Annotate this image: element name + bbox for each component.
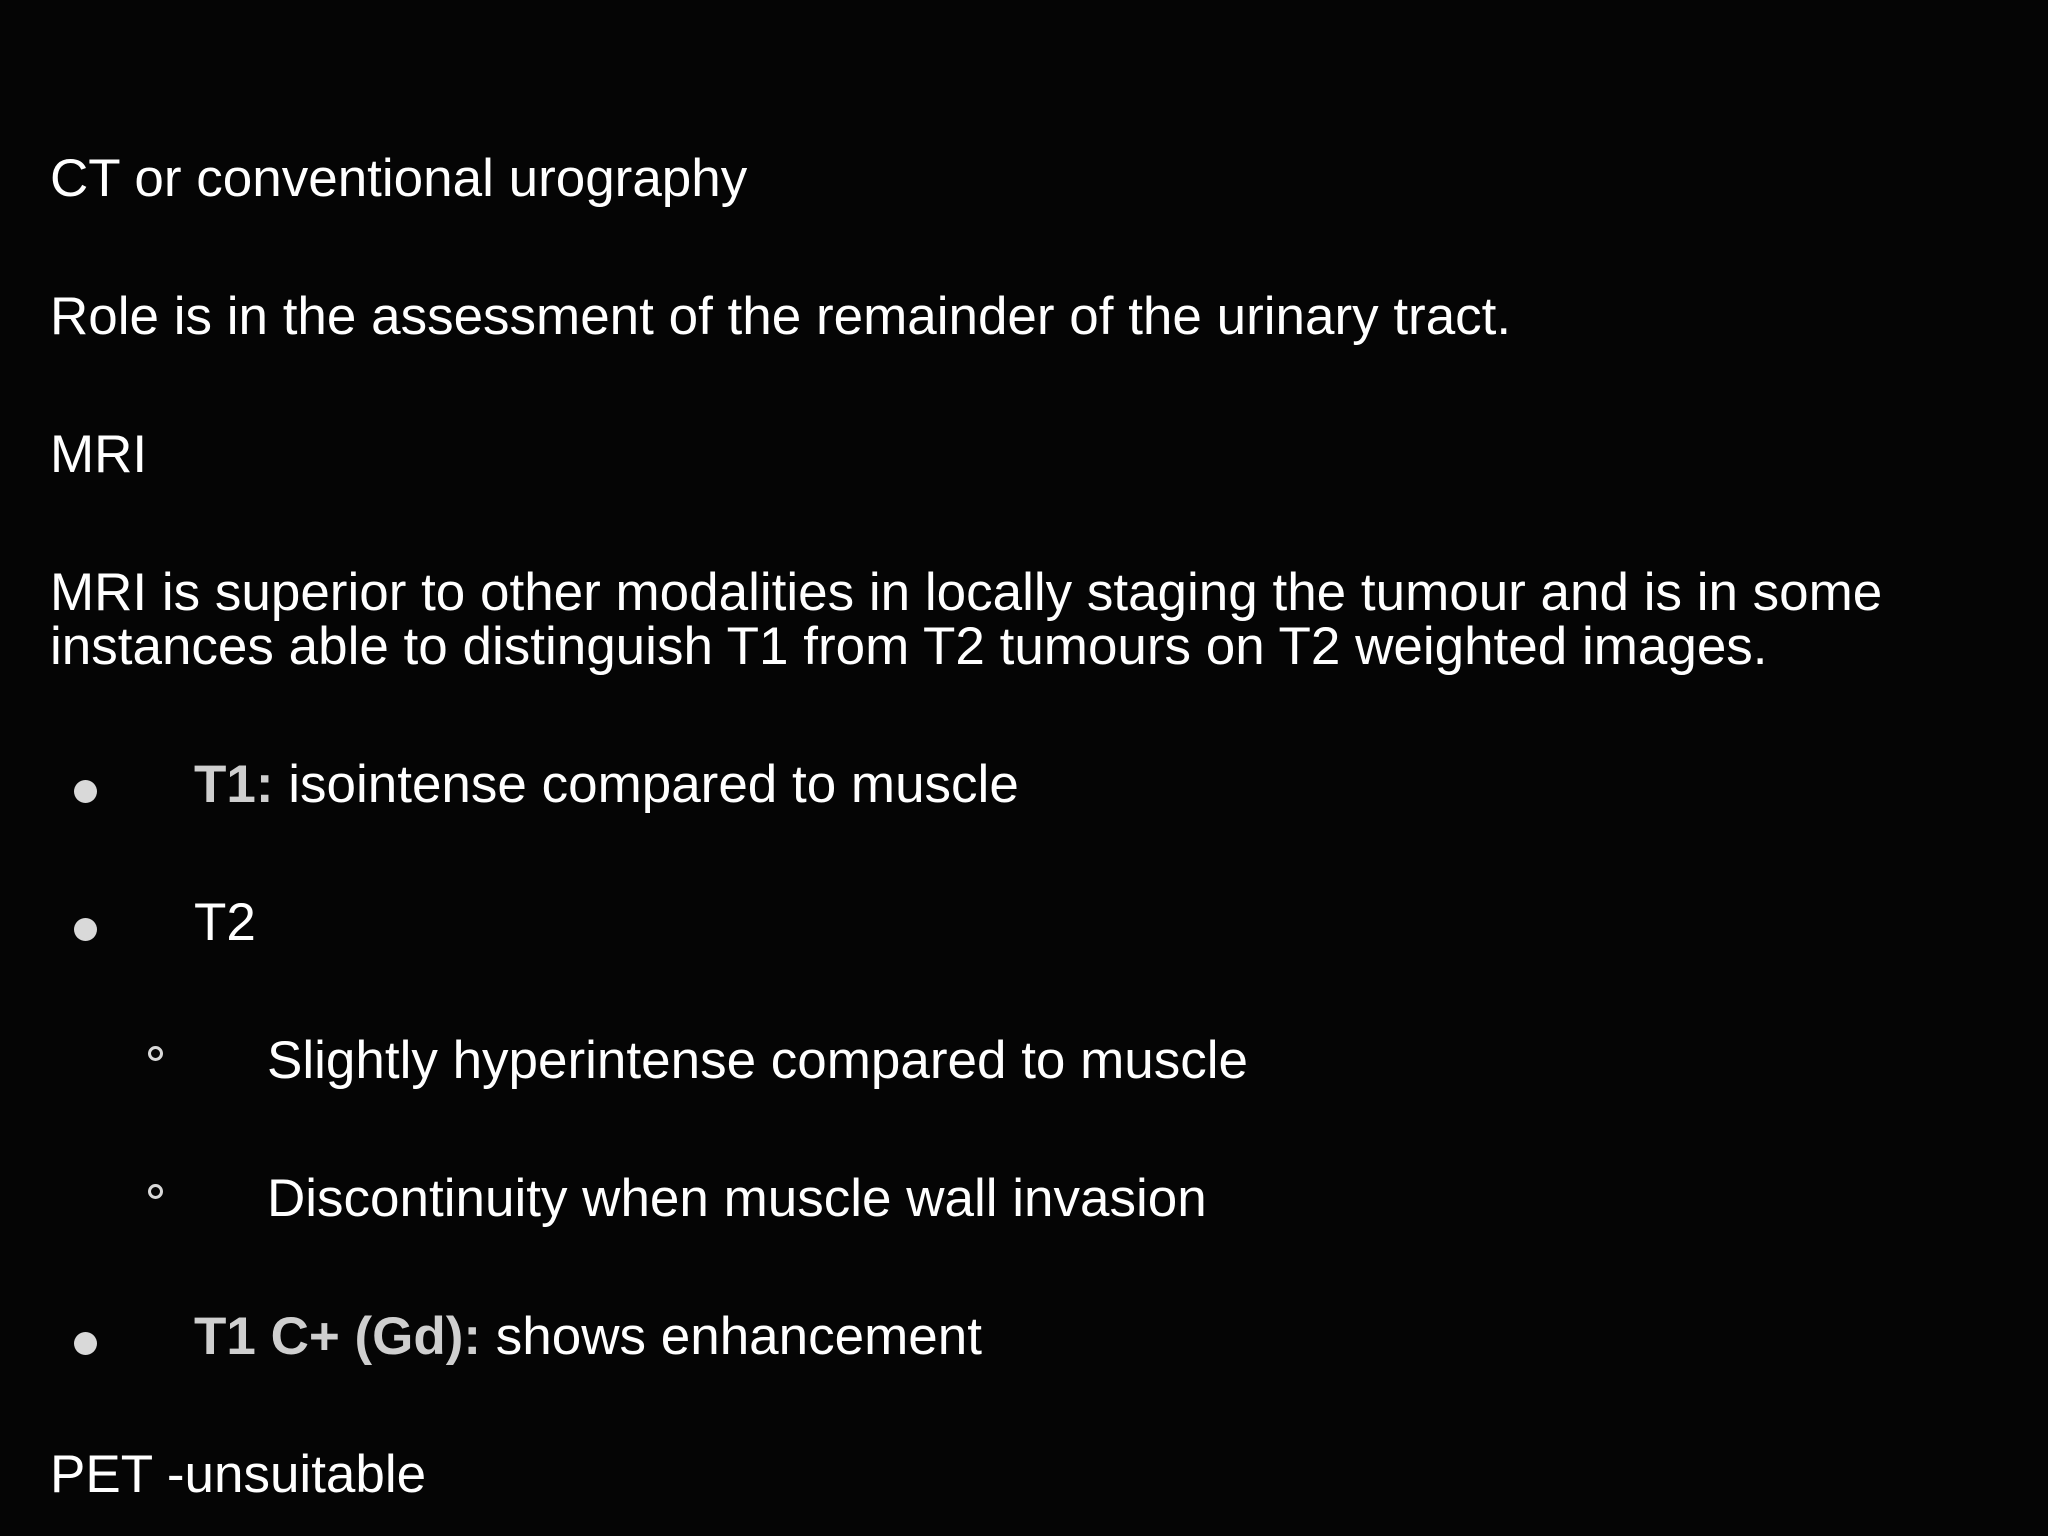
pet-text: PET -unsuitable (50, 1445, 427, 1504)
ct-heading: CT or conventional urography (50, 149, 748, 208)
bullet-dot-icon (74, 1332, 97, 1355)
bullet-dot-icon (74, 918, 97, 941)
sub-bullet-text: Slightly hyperintense compared to muscle (267, 1031, 1248, 1090)
sub-bullet-text: Discontinuity when muscle wall invasion (267, 1169, 1207, 1228)
bullet-body: shows enhancement (481, 1307, 982, 1366)
bullet-text (194, 755, 1019, 814)
bullet-text (194, 893, 256, 952)
bullet-body: isointense compared to muscle (273, 755, 1019, 814)
bullet-dot-icon (74, 780, 97, 803)
bullet-ring-icon (148, 1184, 163, 1199)
ct-text: Role is in the assessment of the remainder of the urinary tract. (50, 287, 1512, 346)
mri-text: MRI is superior to other modalities in locally staging the tumour and is in some instances able to distinguish T1 from T2 tumours on T2 weighted images. (50, 563, 1883, 676)
bullet-label: T1 C+ (Gd): (194, 1307, 482, 1366)
mri-heading: MRI (50, 425, 148, 484)
bullet-ring-icon (148, 1046, 163, 1061)
bullet-text (194, 1307, 982, 1366)
bullet-label: T1: (194, 755, 274, 814)
bullet-body: T2 (194, 893, 256, 952)
